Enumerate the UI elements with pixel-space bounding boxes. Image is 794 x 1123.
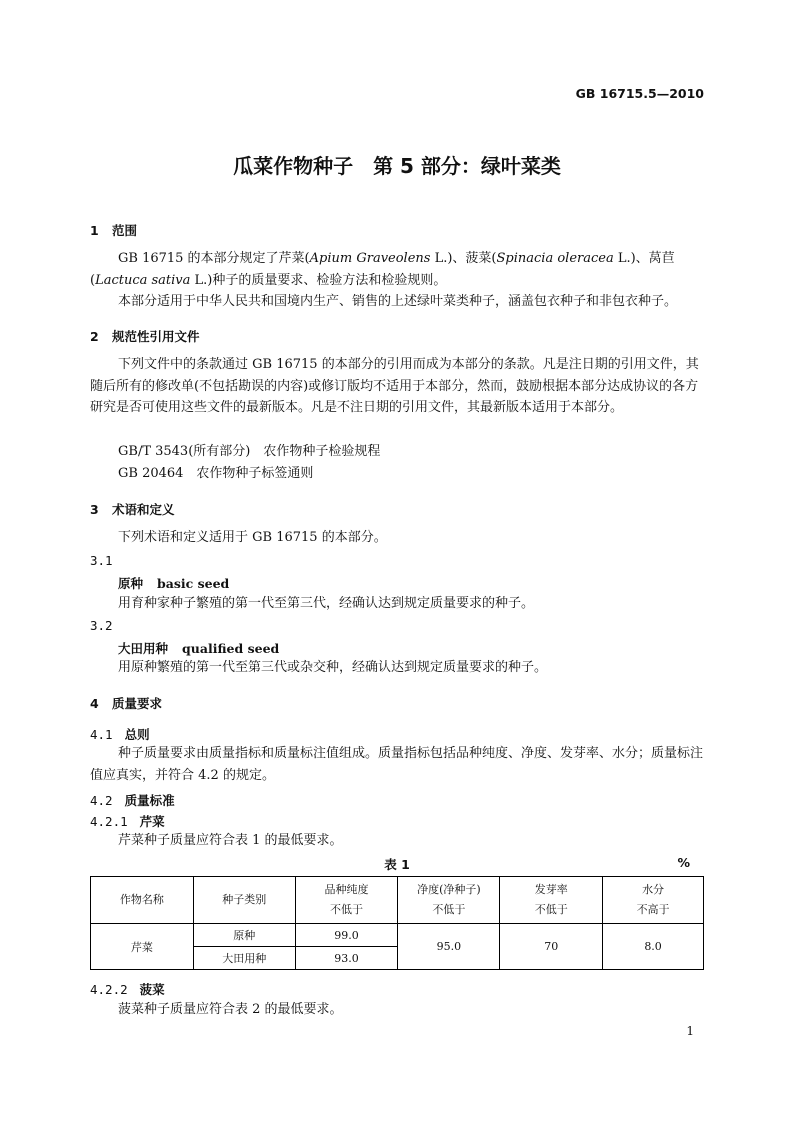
text-fragment: GB 16715 的本部分规定了芹菜( — [118, 251, 310, 266]
header-moisture — [603, 877, 704, 924]
table-caption: 表 1 — [384, 857, 410, 872]
subsection-title: 芹菜 — [139, 814, 165, 829]
subsection-4-2-2 — [90, 980, 165, 998]
subsection-4-2-1 — [90, 812, 165, 830]
header-sub: 不低于 — [534, 903, 568, 916]
header-crop: 作物名称 — [91, 877, 194, 924]
term-qualified-seed — [118, 639, 279, 657]
text-fragment: L.)、莴苣( — [90, 251, 675, 288]
subsection-title: 质量标准 — [124, 793, 175, 808]
header-sub: 不低于 — [432, 903, 466, 916]
header-label: 发芽率 — [534, 883, 568, 896]
section-title: 质量要求 — [112, 696, 163, 711]
subsection-number: 4.2.1 — [90, 814, 128, 829]
term-basic-seed — [118, 574, 229, 592]
cell-purity: 99.0 — [295, 924, 398, 947]
spinach-paragraph: 菠菜种子质量应符合表 2 的最低要求。 — [118, 1002, 343, 1017]
page-title: 瓜菜作物种子 第 5 部分：绿叶菜类 — [233, 154, 561, 178]
text-fragment: L.)、菠菜( — [430, 251, 497, 266]
section-title: 范围 — [112, 223, 138, 238]
reference-item: GB 20464 农作物种子标签通则 — [118, 466, 314, 481]
subsection-title: 菠菜 — [139, 982, 165, 997]
scope-paragraph-2: 本部分适用于中华人民共和国境内生产、销售的上述绿叶菜类种子，涵盖包衣种子和非包衣种子。 — [118, 294, 678, 309]
scope-paragraph-1 — [90, 248, 704, 291]
term-chinese: 大田用种 — [118, 641, 169, 656]
cell-cleanliness: 95.0 — [398, 924, 500, 970]
term-english: basic seed — [157, 576, 230, 591]
scientific-name: Apium Graveolens — [309, 251, 431, 266]
header-cleanliness — [398, 877, 500, 924]
subsection-number: 4.2.2 — [90, 982, 128, 997]
subsection-4-2 — [90, 791, 175, 809]
table-header-row — [91, 877, 704, 924]
clause-number: 3.1 — [90, 553, 113, 568]
scientific-name: Lactuca sativa — [95, 272, 191, 288]
term-definition: 用育种家种子繁殖的第一代至第三代，经确认达到规定质量要求的种子。 — [118, 596, 535, 611]
general-paragraph: 种子质量要求由质量指标和质量标注值组成。质量指标包括品种纯度、净度、发芽率、水分；质量标注值应真实，并符合 4.2 的规定。 — [90, 746, 704, 783]
quality-table-1 — [90, 876, 704, 970]
section-title: 术语和定义 — [112, 502, 175, 517]
section-number: 2 — [90, 329, 99, 344]
standard-number: GB 16715.5—2010 — [575, 86, 704, 101]
cell-moisture: 8.0 — [603, 924, 704, 970]
cell-purity: 93.0 — [295, 947, 398, 970]
header-germination — [500, 877, 603, 924]
reference-item: GB/T 3543(所有部分) 农作物种子检验规程 — [118, 444, 381, 459]
term-english: qualified seed — [182, 641, 280, 656]
header-sub: 不高于 — [636, 903, 670, 916]
cell-seed-class: 原种 — [193, 924, 295, 947]
term-definition: 用原种繁殖的第一代至第三代或杂交种，经确认达到规定质量要求的种子。 — [118, 660, 548, 675]
page-number: 1 — [686, 1024, 694, 1038]
section-4-heading — [90, 694, 162, 712]
header-label: 水分 — [642, 883, 665, 896]
table-unit: % — [677, 855, 690, 870]
section-1-heading — [90, 221, 137, 239]
subsection-number: 4.2 — [90, 793, 113, 808]
references-paragraph: 下列文件中的条款通过 GB 16715 的本部分的引用而成为本部分的条款。凡是注日期的引用文件，其随后所有的修改单(不包括勘误的内容)或修订版均不适用于本部分，然而，鼓励根据本部分达成协议的各方研究是否可使用这些文件的最新版本。凡是不注日期的引用文件，其最新版本适用于本部分。 — [90, 357, 699, 415]
subsection-title: 总则 — [124, 727, 150, 742]
text-fragment: L.)种子的质量要求、检验方法和检验规则。 — [190, 272, 447, 288]
section-3-heading — [90, 500, 175, 518]
section-number: 4 — [90, 696, 99, 711]
clause-number: 3.2 — [90, 618, 113, 633]
section-number: 3 — [90, 502, 99, 517]
cell-seed-class: 大田用种 — [193, 947, 295, 970]
cell-crop: 芹菜 — [91, 924, 194, 970]
celery-paragraph: 芹菜种子质量应符合表 1 的最低要求。 — [118, 833, 343, 848]
scientific-name: Spinacia oleracea — [496, 251, 614, 266]
subsection-4-1 — [90, 725, 150, 743]
section-number: 1 — [90, 223, 99, 238]
header-label: 净度(净种子) — [417, 883, 481, 896]
table-row — [91, 924, 704, 947]
terms-intro: 下列术语和定义适用于 GB 16715 的本部分。 — [118, 530, 387, 545]
header-label: 品种纯度 — [324, 883, 369, 896]
header-purity — [295, 877, 398, 924]
header-seed-class: 种子类别 — [193, 877, 295, 924]
term-chinese: 原种 — [118, 576, 144, 591]
header-sub: 不低于 — [330, 903, 364, 916]
section-title: 规范性引用文件 — [112, 329, 200, 344]
subsection-number: 4.1 — [90, 727, 113, 742]
section-2-heading — [90, 327, 200, 345]
cell-germination: 70 — [500, 924, 603, 970]
